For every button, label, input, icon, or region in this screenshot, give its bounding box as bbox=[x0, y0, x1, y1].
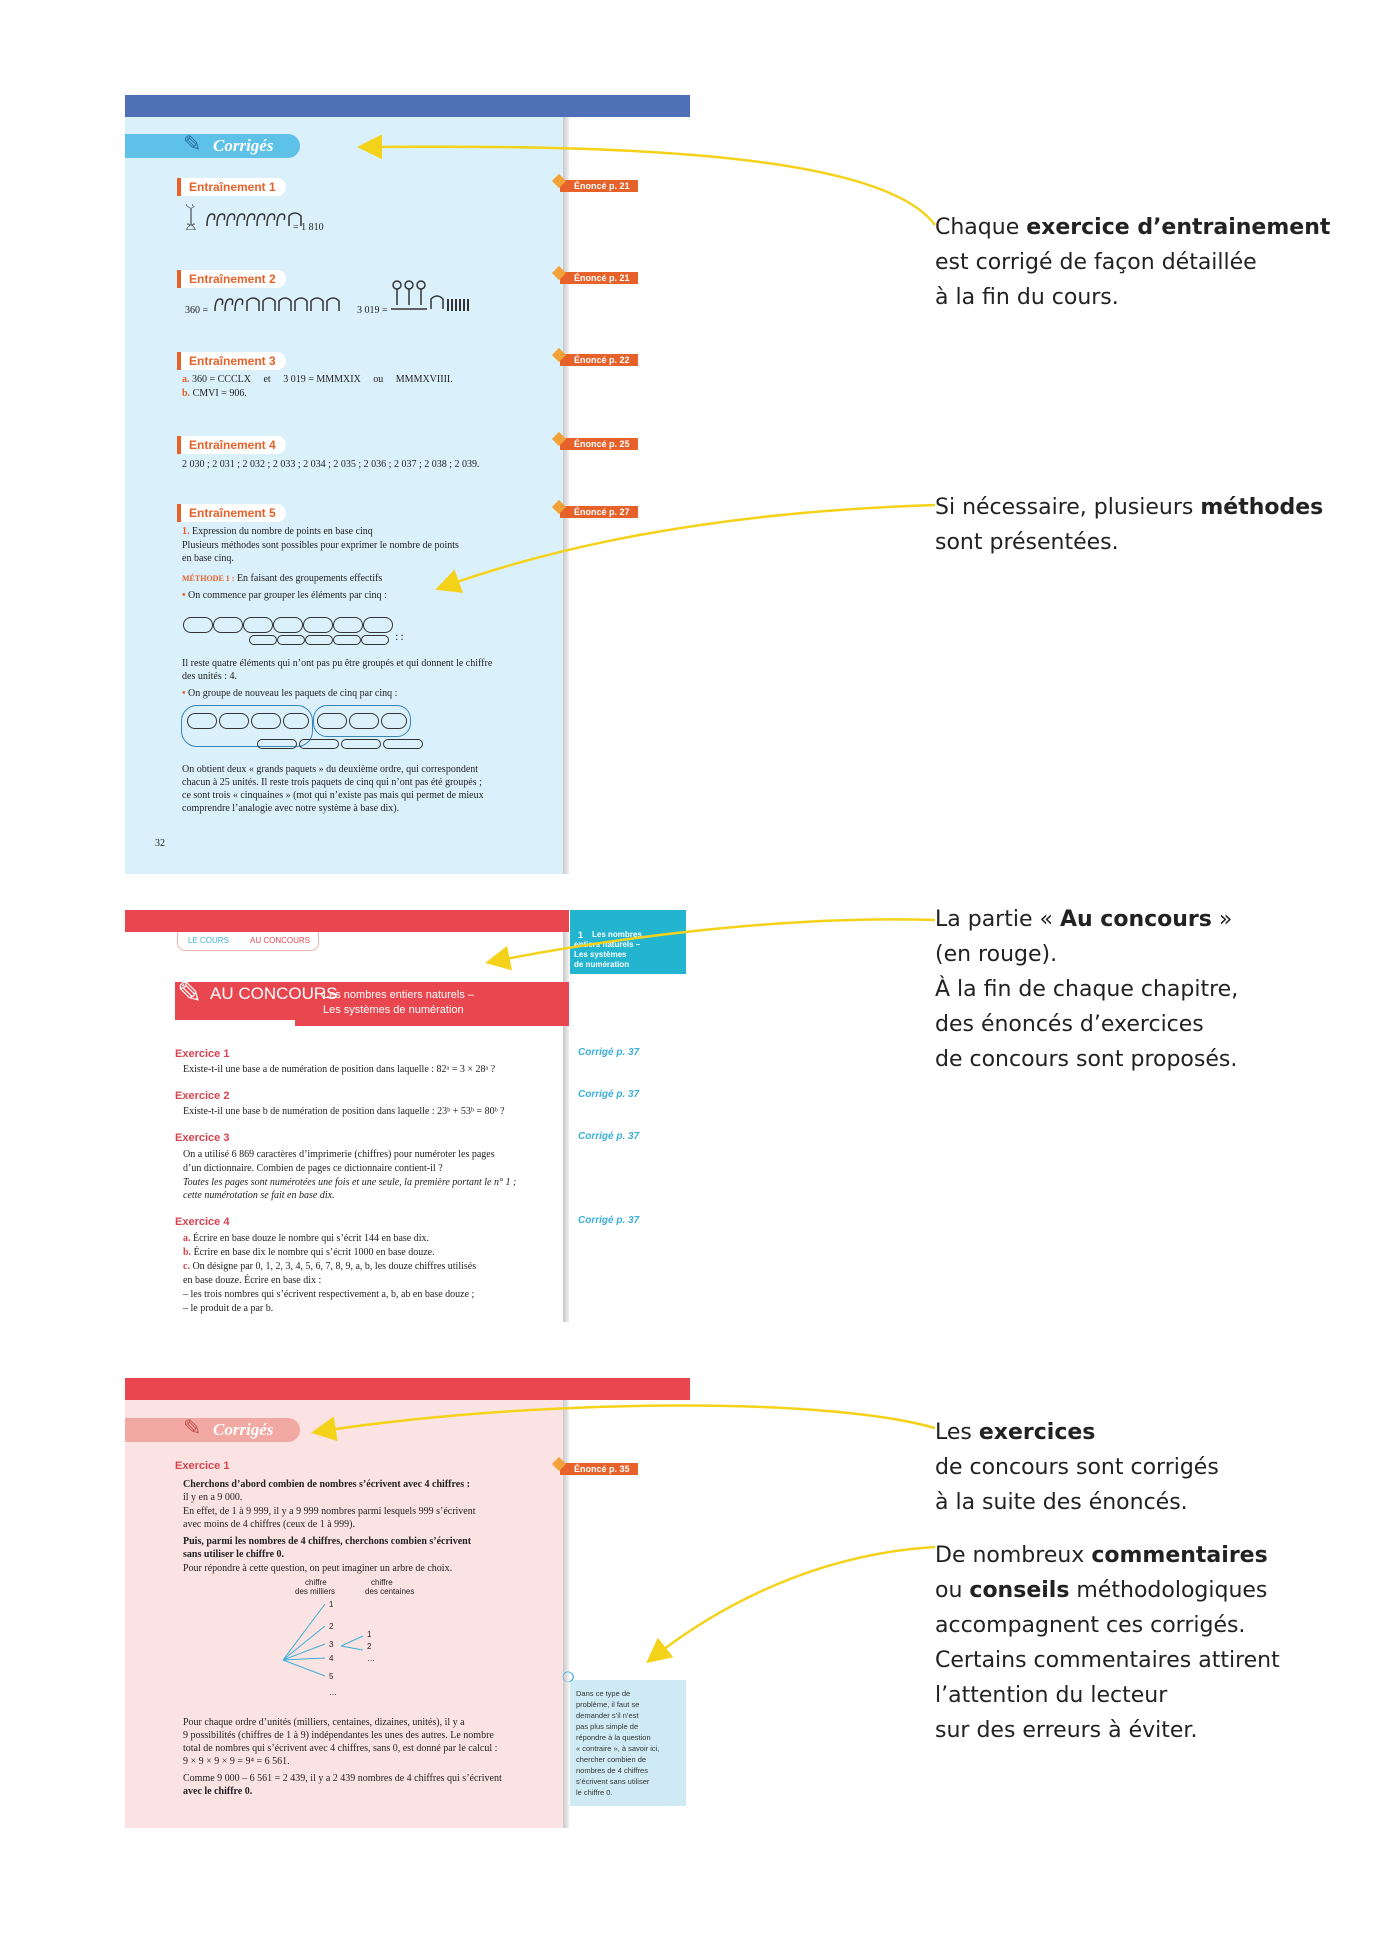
p3-l13: avec le chiffre 0. bbox=[183, 1786, 253, 1797]
ex5-p3a: On obtient deux « grands paquets » du deuxième ordre, qui correspondent bbox=[182, 764, 479, 775]
chapter-number: 1 bbox=[578, 930, 584, 940]
anno-3-line-2: (en rouge). bbox=[935, 942, 1058, 967]
exercise-2-title: Exercice 2 bbox=[175, 1090, 230, 1102]
anno-bold: conseils bbox=[969, 1578, 1070, 1603]
anno-3-line-5: de concours sont proposés. bbox=[935, 1047, 1238, 1072]
exercise-4-c2: en base douze. Écrire en base dix : bbox=[183, 1275, 322, 1286]
tip-line: demander s’il n’est bbox=[576, 1711, 639, 1720]
tip-line: nombres de 4 chiffres bbox=[576, 1766, 648, 1775]
concours-title: AU CONCOURS bbox=[210, 984, 338, 1003]
anno-text: méthodologiques bbox=[1069, 1578, 1268, 1603]
label-b: b. bbox=[183, 1247, 192, 1258]
tree-left-1: 1 bbox=[329, 1600, 334, 1609]
p3-l7: Pour répondre à cette question, on peut imaginer un arbre de choix. bbox=[183, 1563, 453, 1574]
bullet-icon: • bbox=[182, 590, 186, 601]
exercise-3-l2: d’un dictionnaire. Combien de pages ce dictionnaire contient-il ? bbox=[183, 1163, 443, 1174]
anno-bold: Au concours bbox=[1059, 907, 1212, 932]
page-number: 32 bbox=[155, 838, 165, 849]
anno-2-line-1 bbox=[935, 490, 1323, 525]
enonce-link-2[interactable]: Énoncé p. 21 bbox=[560, 272, 638, 284]
tree-header-2b: des centaines bbox=[365, 1587, 415, 1596]
anno-text: Chaque bbox=[935, 215, 1027, 240]
exercise-3-title: Exercice 3 bbox=[175, 1132, 230, 1144]
label-a: a. bbox=[182, 374, 190, 385]
anno-3-line-1 bbox=[935, 902, 1238, 937]
anno-bold: exercice d’entrainement bbox=[1026, 215, 1331, 240]
annotation-2 bbox=[935, 490, 1323, 560]
tree-right-1: 1 bbox=[367, 1630, 372, 1639]
anno-bold: méthodes bbox=[1200, 495, 1324, 520]
exercise-4-c4: – le produit de a par b. bbox=[183, 1303, 274, 1314]
arrow-4 bbox=[316, 1406, 935, 1432]
tip-line: le chiffre 0. bbox=[576, 1788, 613, 1797]
tree-right-3: … bbox=[367, 1654, 375, 1663]
exercise-2-text: Existe-t-il une base b de numération de position dans laquelle : 23ᵇ + 53ᵇ = 80ᵇ ? bbox=[183, 1106, 505, 1117]
exercise-4-c3: – les trois nombres qui s’écrivent respectivement a, b, ab en base douze ; bbox=[183, 1289, 475, 1300]
anno-text: Si nécessaire, plusieurs bbox=[935, 495, 1201, 520]
arrow-1 bbox=[362, 147, 935, 225]
anno-text: De nombreux bbox=[935, 1543, 1092, 1568]
tab-au-concours[interactable]: AU CONCOURS bbox=[250, 936, 311, 945]
annotation-5 bbox=[935, 1538, 1280, 1748]
exercise-2-left: 360 = bbox=[185, 305, 209, 316]
anno-3-line-3: À la fin de chaque chapitre, bbox=[935, 977, 1239, 1002]
bullet-icon: • bbox=[182, 688, 186, 699]
mascot-icon: ✎ bbox=[183, 131, 202, 156]
svg-text:𓆼: 𓆼 bbox=[185, 205, 197, 234]
exercise-4-title: Exercice 4 bbox=[175, 1216, 230, 1228]
ex5-p3c: ce sont trois « cinquaines » (mot qui n’existe pas mais qui permet de mieux bbox=[182, 790, 484, 801]
anno-5-line-2 bbox=[935, 1573, 1280, 1608]
anno-5-line-6: sur des erreurs à éviter. bbox=[935, 1718, 1198, 1743]
tree-left-3: 3 bbox=[329, 1640, 334, 1649]
anno-4-line-1 bbox=[935, 1415, 1219, 1450]
p3-l2: il y en a 9 000. bbox=[183, 1492, 243, 1503]
method-label: MÉTHODE 1 : bbox=[182, 574, 235, 583]
mascot-icon: ✎ bbox=[183, 1415, 202, 1440]
arrow-2 bbox=[440, 505, 935, 588]
concours-sub-1: Les nombres entiers naturels – bbox=[323, 989, 475, 1001]
corrige-link-1[interactable]: Corrigé p. 37 bbox=[578, 1047, 640, 1058]
anno-5-line-1 bbox=[935, 1538, 1280, 1573]
exercise-3-a-text: 360 = CCCLX et 3 019 = MMMXIX ou MMMXVIIII. bbox=[192, 374, 453, 385]
exercise-4-heading: Entraînement 4 bbox=[177, 436, 286, 454]
pencil-icon: ✎ bbox=[177, 977, 203, 1010]
anno-1-line-2: est corrigé de façon détaillée bbox=[935, 250, 1257, 275]
enonce-link-4[interactable]: Énoncé p. 25 bbox=[560, 438, 638, 450]
annotation-3 bbox=[935, 902, 1238, 1077]
exercise-4-a-text: Écrire en base douze le nombre qui s’écrit 144 en base dix. bbox=[193, 1233, 430, 1244]
tip-icon: ❍ bbox=[562, 1669, 575, 1685]
label-c: c. bbox=[183, 1261, 190, 1272]
anno-4-line-2: de concours sont corrigés bbox=[935, 1455, 1219, 1480]
arrow-5 bbox=[650, 1547, 935, 1660]
corriges-label: Corrigés bbox=[213, 1420, 274, 1439]
tip-line: chercher combien de bbox=[576, 1755, 647, 1764]
ex5-p2a: Il reste quatre éléments qui n’ont pas pu être groupés et qui donnent le chiffre bbox=[182, 658, 493, 669]
enonce-link-5[interactable]: Énoncé p. 27 bbox=[560, 506, 638, 518]
tree-left-5: 5 bbox=[329, 1672, 334, 1681]
bullet-2-text: On groupe de nouveau les paquets de cinq par cinq : bbox=[188, 688, 398, 699]
exercise-1-text: Existe-t-il une base a de numération de position dans laquelle : 82ᵃ = 3 × 28ᵃ ? bbox=[183, 1064, 496, 1075]
tree-left-4: 4 bbox=[329, 1654, 334, 1663]
p3-l5: Puis, parmi les nombres de 4 chiffres, cherchons combien s’écrivent bbox=[183, 1536, 472, 1547]
tip-line: problème, il faut se bbox=[576, 1700, 640, 1709]
chapter-line-3: Les systèmes bbox=[574, 950, 627, 959]
remaining-dots: :: bbox=[395, 629, 406, 643]
p3-l11: 9 × 9 × 9 × 9 = 9⁴ = 6 561. bbox=[183, 1756, 290, 1767]
annotation-4 bbox=[935, 1415, 1219, 1520]
concours-sub-2: Les systèmes de numération bbox=[323, 1004, 464, 1016]
anno-2-line-2: sont présentées. bbox=[935, 530, 1119, 555]
tree-left-6: … bbox=[329, 1688, 337, 1697]
exercise-4-text: 2 030 ; 2 031 ; 2 032 ; 2 033 ; 2 034 ; 2 035 ; 2 036 ; 2 037 ; 2 038 ; 2 039. bbox=[182, 459, 480, 470]
enonce-link-p3[interactable]: Énoncé p. 35 bbox=[560, 1463, 638, 1475]
exercise-2-right: 3 019 = bbox=[357, 305, 388, 316]
p3-l8: Pour chaque ordre d’unités (milliers, centaines, dizaines, unités), il y a bbox=[183, 1717, 465, 1728]
chapter-line-4: de numération bbox=[574, 960, 630, 969]
p3-l4: avec moins de 4 chiffres (ceux de 1 à 999). bbox=[183, 1519, 355, 1530]
exercise-4-c-text: On désigne par 0, 1, 2, 3, 4, 5, 6, 7, 8, 9, a, b, les douze chiffres utilisés bbox=[192, 1261, 477, 1272]
chapter-line-2: entiers naturels – bbox=[574, 940, 641, 949]
anno-bold: commentaires bbox=[1091, 1543, 1268, 1568]
tree-header-2a: chiffre bbox=[371, 1578, 393, 1587]
anno-text: » bbox=[1211, 907, 1233, 932]
ex5-p1b: en base cinq. bbox=[182, 553, 234, 564]
anno-bold: exercices bbox=[978, 1420, 1096, 1445]
exercise-3-l4: cette numérotation se fait en base dix. bbox=[183, 1190, 335, 1201]
tip-line: répondre à la question bbox=[576, 1733, 651, 1742]
tip-line: pas plus simple de bbox=[576, 1722, 639, 1731]
anno-text: Les bbox=[935, 1420, 979, 1445]
exercise-3-heading: Entraînement 3 bbox=[177, 352, 286, 370]
exercise-1-title: Exercice 1 bbox=[175, 1048, 230, 1060]
exercise-1-title: Exercice 1 bbox=[175, 1460, 230, 1472]
anno-5-line-5: l’attention du lecteur bbox=[935, 1683, 1168, 1708]
corrige-link-3[interactable]: Corrigé p. 37 bbox=[578, 1131, 640, 1142]
p3-l1: Cherchons d’abord combien de nombres s’écrivent avec 4 chiffres : bbox=[183, 1479, 470, 1490]
exercise-4-b-text: Écrire en base dix le nombre qui s’écrit 1000 en base douze. bbox=[193, 1247, 435, 1258]
exercise-5-heading: Entraînement 5 bbox=[177, 504, 286, 522]
p3-l3: En effet, de 1 à 9 999, il y a 9 999 nombres parmi lesquels 999 s’écrivent bbox=[183, 1506, 476, 1517]
tree-header-1b: des milliers bbox=[295, 1587, 336, 1596]
tree-right-2: 2 bbox=[367, 1642, 372, 1651]
p3-l10: total de nombres qui s’écrivent avec 4 chiffres, sans 0, est donné par le calcul : bbox=[183, 1743, 498, 1754]
bullet-1-text: On commence par grouper les éléments par cinq : bbox=[188, 590, 387, 601]
tab-le-cours[interactable]: LE COURS bbox=[188, 936, 229, 945]
anno-1-line-1 bbox=[935, 210, 1330, 245]
p3-l6: sans utiliser le chiffre 0. bbox=[183, 1549, 285, 1560]
exercise-1-result: = 1 810 bbox=[293, 222, 324, 233]
ex5-p3b: chacun à 25 unités. Il reste trois paquets de cinq qui n’ont pas été groupés ; bbox=[182, 777, 482, 788]
ex5-p3d: comprendre l’analogie avec notre système à base dix). bbox=[182, 803, 400, 814]
p3-l9: 9 possibilités (chiffres de 1 à 9) indépendantes les unes des autres. Le nombre bbox=[183, 1730, 494, 1741]
enonce-link-3[interactable]: Énoncé p. 22 bbox=[560, 354, 638, 366]
exercise-2-heading: Entraînement 2 bbox=[177, 270, 286, 288]
exercise-3-l1: On a utilisé 6 869 caractères d’imprimerie (chiffres) pour numéroter les pages bbox=[183, 1149, 495, 1160]
anno-3-line-4: des énoncés d’exercices bbox=[935, 1012, 1204, 1037]
question-1-title: Expression du nombre de points en base cinq bbox=[192, 526, 373, 537]
tree-left-2: 2 bbox=[329, 1622, 334, 1631]
anno-text: ou bbox=[935, 1578, 970, 1603]
anno-5-line-4: Certains commentaires attirent bbox=[935, 1648, 1280, 1673]
question-number: 1. bbox=[182, 526, 190, 537]
exercise-3-b-text: CMVI = 906. bbox=[192, 388, 247, 399]
corriges-label: Corrigés bbox=[213, 136, 274, 155]
p3-l12: Comme 9 000 – 6 561 = 2 439, il y a 2 439 nombres de 4 chiffres qui s’écrivent bbox=[183, 1773, 502, 1784]
chapter-line-1: Les nombres bbox=[592, 930, 642, 939]
anno-4-line-3: à la suite des énoncés. bbox=[935, 1490, 1188, 1515]
exercise-3-l3: Toutes les pages sont numérotées une fois et une seule, la première portant le n° 1 ; bbox=[183, 1177, 517, 1188]
label-b: b. bbox=[182, 388, 191, 399]
tip-line: « contraire », à savoir ici, bbox=[576, 1744, 660, 1753]
method-title: En faisant des groupements effectifs bbox=[236, 573, 383, 584]
exercise-1-heading: Entraînement 1 bbox=[177, 178, 286, 196]
tip-line: Dans ce type de bbox=[576, 1689, 631, 1698]
anno-5-line-3: accompagnent ces corrigés. bbox=[935, 1613, 1246, 1638]
label-a: a. bbox=[183, 1233, 191, 1244]
ex5-p2b: des unités : 4. bbox=[182, 671, 237, 682]
anno-text: La partie « bbox=[935, 907, 1060, 932]
enonce-link-1[interactable]: Énoncé p. 21 bbox=[560, 180, 638, 192]
ex5-p1a: Plusieurs méthodes sont possibles pour exprimer le nombre de points bbox=[182, 540, 459, 551]
anno-1-line-3: à la fin du cours. bbox=[935, 285, 1119, 310]
arrow-3 bbox=[490, 919, 935, 962]
annotation-1 bbox=[935, 210, 1330, 315]
tip-line: s’écrivent sans utiliser bbox=[576, 1777, 650, 1786]
corrige-link-4[interactable]: Corrigé p. 37 bbox=[578, 1215, 640, 1226]
tree-header-1a: chiffre bbox=[305, 1578, 327, 1587]
corrige-link-2[interactable]: Corrigé p. 37 bbox=[578, 1089, 640, 1100]
